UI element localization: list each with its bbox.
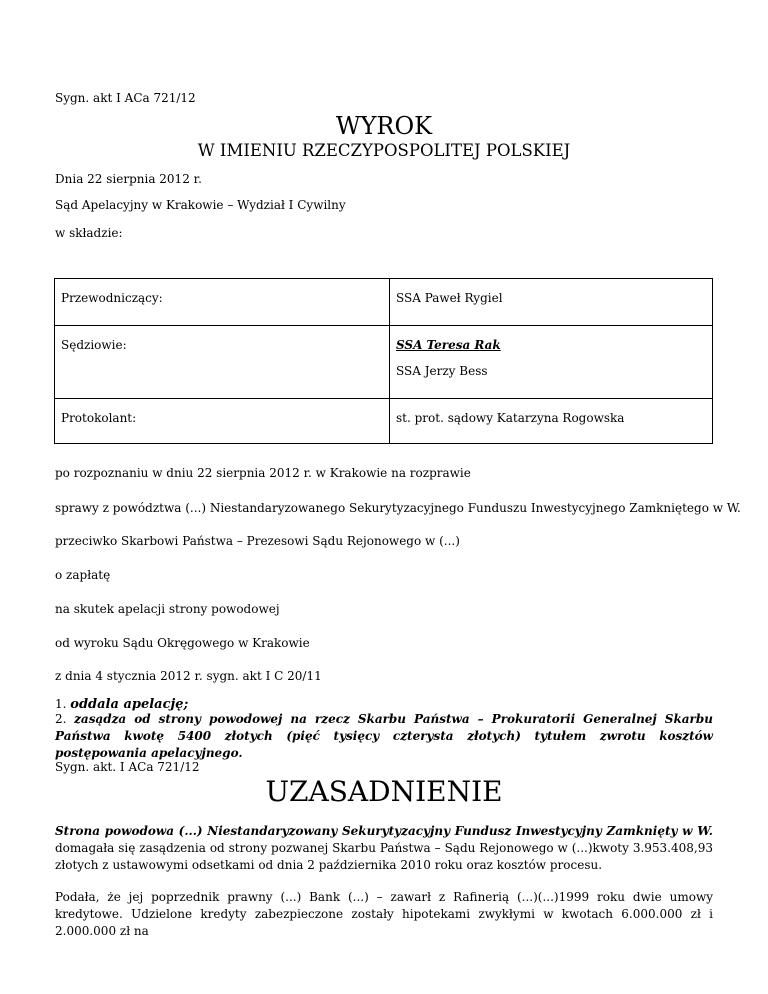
document-title: WYROK [335, 112, 433, 140]
ruling-item-1 [55, 697, 188, 712]
judge-rapporteur: SSA Teresa Rak [396, 338, 501, 352]
plaintiff-line: sprawy z powództwa (...) Niestandaryzowanego Sekurytyzacyjnego Funduszu Inwestycyjnego Zamkniętego w W. [55, 501, 741, 515]
justification-heading: UZASADNIENIE [265, 775, 503, 808]
ruling-item-1-text: oddala apelację; [70, 697, 189, 712]
court-name: Sąd Apelacyjny w Krakowie – Wydział I Cywilny [55, 198, 346, 212]
lower-court-line: od wyroku Sądu Okręgowego w Krakowie [55, 636, 310, 650]
clerk-label-cell [55, 399, 390, 444]
clerk-value-cell [390, 399, 713, 444]
chair-value: SSA Paweł Rygiel [396, 291, 503, 305]
ruling-item-2 [55, 711, 713, 762]
hearing-line: po rozpoznaniu w dniu 22 sierpnia 2012 r. w Krakowie na rozprawie [55, 466, 471, 480]
justification-paragraph-1 [55, 823, 713, 874]
chair-label: Przewodniczący: [61, 291, 163, 305]
appeal-line: na skutek apelacji strony powodowej [55, 602, 280, 616]
justification-paragraph-2: Podała, że jej poprzednik prawny (...) Bank (...) – zawarł z Rafinerią (...)(...)1999 roku dwie umowy kredytowe. Udzielone kredyty zabezpieczone zostały hipotekami zwykłymi w kwotach 6.000.000 zł i 2.000.000 zł na [55, 890, 713, 938]
subject-line: o zapłatę [55, 568, 111, 582]
paragraph-1-text: domagała się zasądzenia od strony pozwanej Skarbu Państwa – Sądu Rejonowego w (...)kwoty 3.953.408,93 złotych z ustawowymi odsetkami od dnia 2 października 2010 roku oraz kosztów procesu. [55, 841, 713, 872]
case-signature: Sygn. akt I ACa 721/12 [55, 91, 196, 105]
ruling-item-2-number: 2. [55, 712, 67, 726]
court-panel-table [54, 278, 713, 444]
chair-label-cell [55, 279, 390, 326]
judges-value-cell [390, 326, 713, 399]
chair-value-cell [390, 279, 713, 326]
composition-label: w składzie: [55, 226, 123, 240]
document-subtitle: W IMIENIU RZECZYPOSPOLITEJ POLSKIEJ [197, 141, 571, 160]
defendant-line: przeciwko Skarbowi Państwa – Prezesowi Sądu Rejonowego w (...) [55, 534, 460, 548]
ruling-item-1-number: 1. [55, 697, 67, 711]
ruling-date: Dnia 22 sierpnia 2012 r. [55, 172, 202, 186]
clerk-label: Protokolant: [61, 411, 137, 425]
judges-label-cell [55, 326, 390, 399]
plaintiff-name: Strona powodowa (...) Niestandaryzowany Sekurytyzacyjny Fundusz Inwestycyjny Zamknięty w W. [55, 824, 713, 838]
ruling-item-2-text: zasądza od strony powodowej na rzecz Skarbu Państwa – Prokuratorii Generalnej Skarbu Państwa kwotę 5400 złotych (pięć tysięcy czterysta złotych) tytułem zwrotu kosztów postępowania apelacyjnego. [55, 712, 713, 760]
judges-label: Sędziowie: [61, 338, 127, 352]
justification-signature: Sygn. akt. I ACa 721/12 [55, 760, 200, 774]
lower-court-date-line: z dnia 4 stycznia 2012 r. sygn. akt I C 20/11 [55, 669, 322, 683]
clerk-value: st. prot. sądowy Katarzyna Rogowska [396, 411, 625, 425]
judge-second: SSA Jerzy Bess [396, 364, 488, 378]
